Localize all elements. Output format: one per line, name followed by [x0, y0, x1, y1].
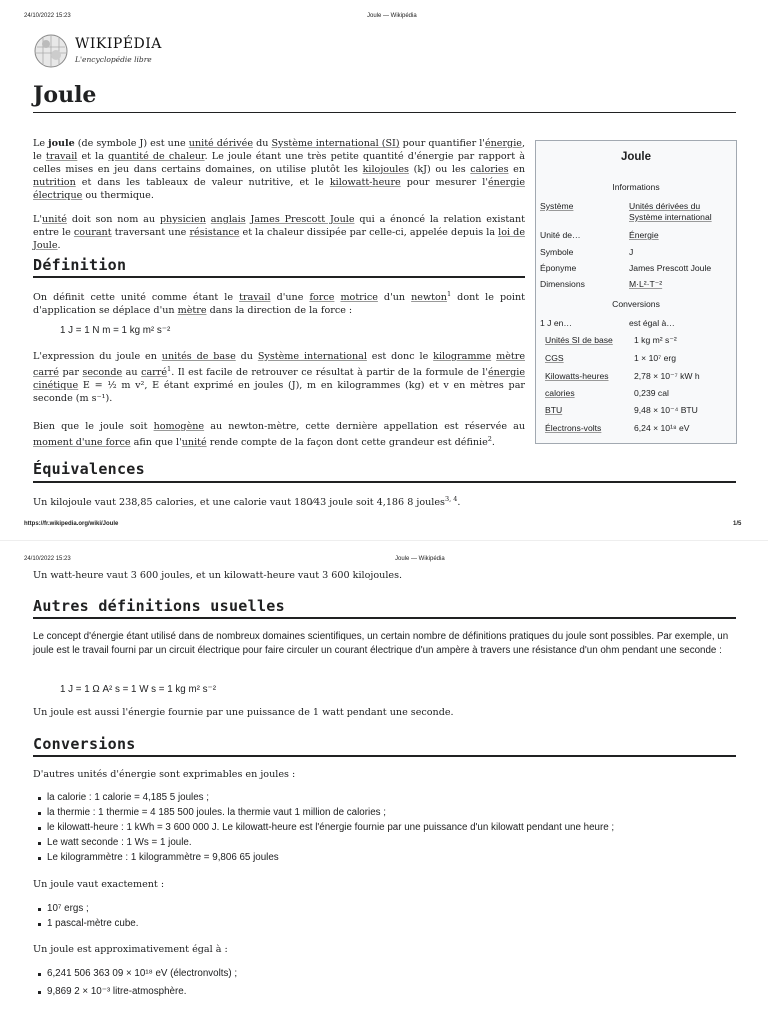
- link-seconde[interactable]: seconde: [82, 367, 123, 379]
- title-divider: [33, 112, 736, 113]
- link-carre[interactable]: carré: [33, 367, 59, 379]
- infobox-label-eponyme: Éponyme: [540, 263, 577, 273]
- definition-paragraph-1: On définit cette unité comme étant le travail d'une force motrice d'un newton$^1$ dont le point d'application se déplace d'un mètre dans la direction de la force :: [33, 290, 525, 317]
- infobox-label-dimensions: Dimensions: [540, 279, 585, 289]
- infobox-conv-label-ev[interactable]: Électrons-volts: [545, 423, 602, 433]
- heading-autres-definitions: Autres définitions usuelles: [33, 597, 285, 615]
- infobox-conv-label-si[interactable]: Unités SI de base: [545, 335, 613, 345]
- link-courant[interactable]: courant: [73, 227, 112, 238]
- list-item: la calorie : 1 calorie = 4,185 5 joules ;: [47, 792, 210, 803]
- definition-formula: 1 J = 1 N m = 1 kg m² s⁻²: [60, 325, 171, 336]
- logo-tagline: L'encyclopédie libre: [75, 55, 152, 64]
- footnote-ref-1[interactable]: 1: [447, 290, 452, 298]
- definition-paragraph-3: Bien que le joule soit homogène au newton-mètre, cette dernière appellation est réservée au moment d'une force afin que l'unité rende compte de la façon dont cette grandeur est définie$^2$.: [33, 421, 526, 449]
- list-item: 10⁷ ergs ;: [47, 903, 89, 914]
- link-energie[interactable]: énergie: [484, 138, 522, 149]
- list-item: 9,869 2 × 10⁻³ litre-atmosphère.: [47, 986, 187, 997]
- heading-definition-rule: [33, 276, 525, 278]
- link-carre-2[interactable]: carré: [141, 367, 168, 379]
- infobox-label-symbole: Symbole: [540, 247, 574, 257]
- infobox: [535, 140, 737, 444]
- link-force[interactable]: force: [309, 292, 335, 304]
- infobox-section-conversions: Conversions: [612, 299, 660, 309]
- heading-autres-rule: [33, 617, 736, 619]
- print-footer-page: 1/5: [733, 521, 742, 527]
- print-header-title-2: Joule — Wikipédia: [395, 556, 445, 562]
- link-motrice[interactable]: motrice: [340, 292, 378, 304]
- link-unite-derivee[interactable]: unité dérivée: [188, 138, 254, 149]
- link-metre[interactable]: mètre: [177, 305, 207, 317]
- page-title: Joule: [33, 82, 97, 108]
- infobox-value-eponyme: James Prescott Joule: [629, 263, 712, 273]
- infobox-conv-value-ev: 6,24 × 10¹⁸ eV: [634, 423, 690, 433]
- infobox-value-systeme[interactable]: Unités dérivées du Système international: [629, 201, 712, 222]
- infobox-conv-label-btu[interactable]: BTU: [545, 405, 563, 415]
- heading-equivalences: Équivalences: [33, 460, 145, 478]
- footnote-ref-3-4[interactable]: 3, 4: [444, 495, 458, 503]
- link-energie-cinetique[interactable]: énergie cinétique: [33, 367, 525, 392]
- infobox-conv-value-cgs: 1 × 10⁷ erg: [634, 353, 677, 363]
- heading-definition: Définition: [33, 256, 127, 274]
- page-break: [0, 540, 768, 541]
- link-calories[interactable]: calories: [470, 164, 509, 175]
- approx-intro: Un joule est approximativement égal à :: [33, 944, 228, 955]
- link-unite-2[interactable]: unité: [181, 437, 207, 449]
- link-energie-electrique[interactable]: énergie électrique: [33, 177, 525, 201]
- infobox-label-systeme[interactable]: Système: [540, 201, 574, 211]
- infobox-conv-header-label: 1 J en…: [540, 318, 573, 328]
- list-item: 1 pascal-mètre cube.: [47, 918, 139, 929]
- print-header-title: Joule — Wikipédia: [367, 13, 417, 19]
- link-unites-de-base[interactable]: unités de base: [161, 351, 236, 362]
- intro-paragraph-2: L'unité doit son nom au physicien anglais James Prescott Joule qui a énoncé la relation existant entre le courant traversant une résistance et la chaleur dissipée par celle-ci, appelée depuis la loi de Joule.: [33, 214, 525, 251]
- logo-wordmark: WIKIPÉDIA: [75, 36, 162, 52]
- infobox-conv-header-value: est égal à…: [629, 318, 675, 328]
- infobox-section-informations: Informations: [612, 182, 660, 192]
- equivalences-paragraph-2: Un watt-heure vaut 3 600 joules, et un kilowatt-heure vaut 3 600 kilojoules.: [33, 570, 403, 581]
- infobox-conv-value-btu: 9,48 × 10⁻⁴ BTU: [634, 405, 698, 415]
- link-systeme-international-2[interactable]: Système international: [257, 351, 367, 362]
- joule-term: joule: [48, 138, 75, 149]
- link-resistance[interactable]: résistance: [189, 227, 240, 238]
- link-loi-de-joule[interactable]: loi de Joule: [33, 227, 525, 251]
- link-travail-def[interactable]: travail: [239, 292, 271, 304]
- exact-intro: Un joule vaut exactement :: [33, 879, 165, 890]
- infobox-value-unite[interactable]: Énergie: [629, 230, 659, 240]
- definition-paragraph-2: L'expression du joule en unités de base du Système international est donc le kilogramme mètre carré par seconde au carré$^1$. Il est facile de retrouver ce résultat à partir de la formule de l'énergie cinétique E = ½ m v², E étant exprimé en joules (J), m en kilogrammes (kg) et v en mètres par seconde (m s⁻¹).: [33, 351, 526, 405]
- print-header-date: 24/10/2022 15:23: [24, 13, 71, 19]
- heading-conversions: Conversions: [33, 735, 136, 753]
- link-newton[interactable]: newton: [411, 292, 447, 304]
- autres-formula: 1 J = 1 Ω A² s = 1 W s = 1 kg m² s⁻²: [60, 684, 216, 695]
- infobox-conv-label-calories[interactable]: calories: [545, 388, 575, 398]
- infobox-value-dimensions[interactable]: M·L²·T⁻²: [629, 279, 663, 289]
- heading-equivalences-rule: [33, 481, 736, 483]
- infobox-conv-value-si: 1 kg m² s⁻²: [634, 335, 677, 345]
- equivalences-paragraph-1: Un kilojoule vaut 238,85 calories, et une calorie vaut 180⁄43 joule soit 4,186 8 joules$^{3, 4}$.: [33, 495, 461, 509]
- print-footer-url: https://fr.wikipedia.org/wiki/Joule: [24, 521, 119, 527]
- autres-paragraph-1: Le concept d'énergie étant utilisé dans de nombreux domaines scientifiques, un certain nombre de définitions pratiques du joule sont possibles. Par exemple, un joule est le travail fourni par un circuit électrique pour faire circuler un courant électrique d'un ampère à travers une résistance d'un ohm pendant une seconde :: [33, 631, 729, 656]
- link-james-prescott-joule[interactable]: James Prescott Joule: [250, 214, 355, 225]
- autres-paragraph-2: Un joule est aussi l'énergie fournie par une puissance de 1 watt pendant une seconde.: [33, 707, 454, 718]
- infobox-conv-value-kwh: 2,78 × 10⁻⁷ kW h: [634, 371, 700, 381]
- heading-conversions-rule: [33, 755, 736, 757]
- infobox-label-unite: Unité de…: [540, 230, 581, 240]
- link-physicien[interactable]: physicien: [159, 214, 206, 225]
- list-item: le kilowatt-heure : 1 kWh = 3 600 000 J. Le kilowatt-heure est l'énergie fournie par une puissance d'un kilowatt pendant une heure ;: [47, 822, 615, 833]
- link-anglais[interactable]: anglais: [210, 214, 246, 225]
- infobox-conv-label-cgs[interactable]: CGS: [545, 353, 564, 363]
- infobox-conv-value-calories: 0,239 cal: [634, 388, 669, 398]
- link-moment-d-une-force[interactable]: moment d'une force: [33, 437, 131, 449]
- link-metre-2[interactable]: mètre: [496, 351, 526, 362]
- list-item: Le watt seconde : 1 Ws = 1 joule.: [47, 837, 192, 848]
- print-header-date-2: 24/10/2022 15:23: [24, 556, 71, 562]
- infobox-value-symbole: J: [629, 247, 634, 257]
- link-kilowatt-heure[interactable]: kilowatt-heure: [329, 177, 401, 188]
- infobox-title: Joule: [620, 151, 652, 163]
- link-travail[interactable]: travail: [45, 151, 78, 162]
- intro-paragraph-1: Le joule (de symbole J) est une unité dérivée du Système international (SI) pour quantifier l'énergie, le travail et la quantité de chaleur. Le joule étant une très petite quantité d'énergie par rapport à celles mises en jeu dans certains domaines, on utilise plutôt les kilojoules (kJ) ou les calories en nutrition et dans les tableaux de valeur nutritive, et le kilowatt-heure pour mesurer l'énergie électrique ou thermique.: [33, 138, 526, 201]
- footnote-ref-2[interactable]: 2: [487, 435, 492, 443]
- link-kilojoules[interactable]: kilojoules: [362, 164, 409, 175]
- list-item: la thermie : 1 thermie = 4 185 500 joules. la thermie vaut 1 million de calories ;: [47, 807, 386, 818]
- link-systeme-international[interactable]: Système international (SI): [271, 138, 400, 149]
- link-unite[interactable]: unité: [42, 214, 67, 225]
- link-homogene[interactable]: homogène: [153, 421, 205, 432]
- link-quantite-de-chaleur[interactable]: quantité de chaleur: [108, 151, 205, 162]
- list-item: Le kilogrammètre : 1 kilogrammètre = 9,806 65 joules: [47, 852, 279, 863]
- footnote-ref-1b[interactable]: 1: [167, 365, 172, 373]
- link-nutrition[interactable]: nutrition: [33, 177, 76, 188]
- wikipedia-logo[interactable]: [33, 33, 173, 69]
- infobox-conv-label-kwh[interactable]: Kilowatts-heures: [545, 371, 609, 381]
- conversions-intro: D'autres unités d'énergie sont exprimables en joules :: [33, 769, 296, 780]
- list-item: 6,241 506 363 09 × 10¹⁸ eV (électronvolts) ;: [47, 968, 238, 979]
- link-kilogramme[interactable]: kilogramme: [433, 351, 492, 362]
- wikipedia-globe-icon: [33, 33, 69, 69]
